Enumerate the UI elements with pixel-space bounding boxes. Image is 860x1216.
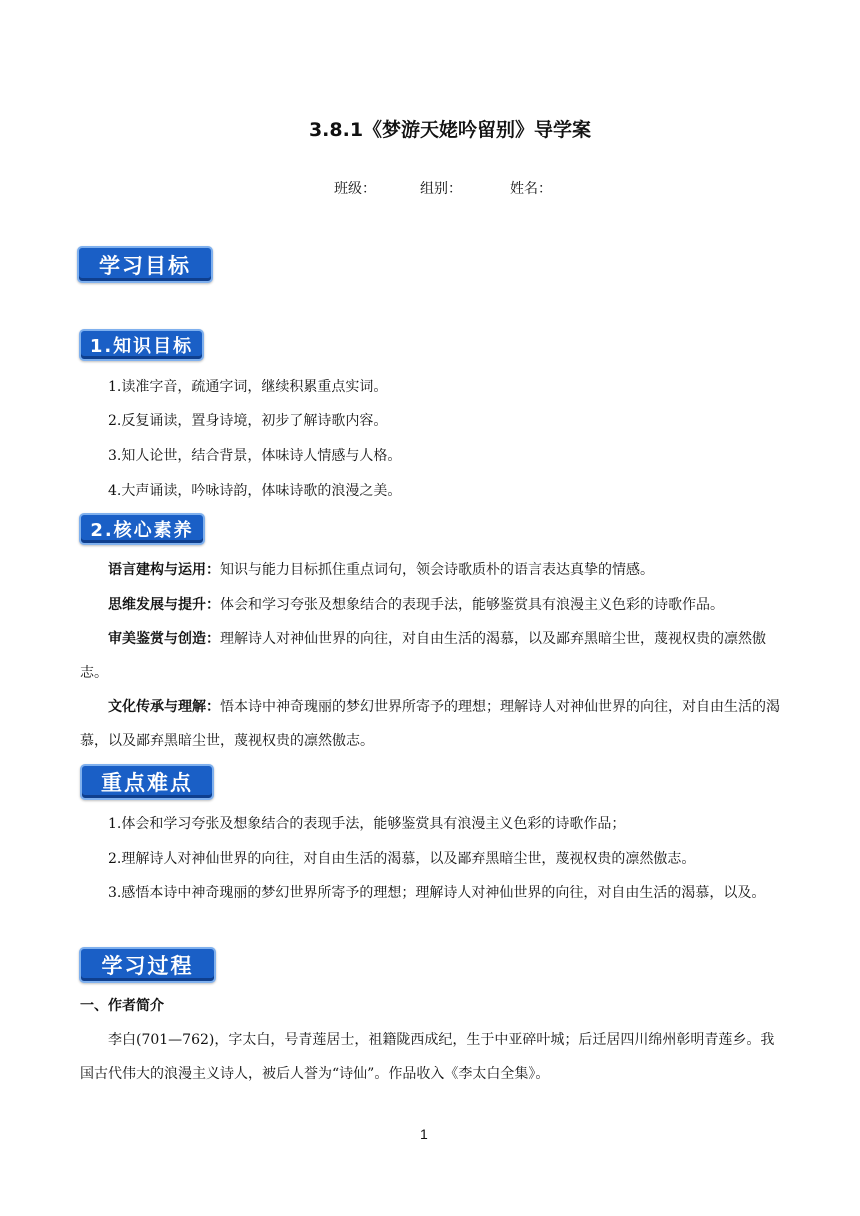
- literacy-text: 悟本诗中神奇瑰丽的梦幻世界所寄予的理想；理解诗人对神仙世界的向往，对自由生活的渴慕，以及鄙弃黑暗尘世，蔑视权贵的凛然傲志。: [80, 699, 780, 749]
- author-heading: 一、作者简介: [80, 998, 164, 1014]
- literacy-label: 文化传承与理解：: [108, 699, 220, 715]
- literacy-label: 审美鉴赏与创造：: [108, 631, 220, 647]
- literacy-text: 体会和学习夸张及想象结合的表现手法，能够鉴赏具有浪漫主义色彩的诗歌作品。: [220, 597, 724, 613]
- author-paragraph: 李白(701—762)，字太白，号青莲居士，祖籍陇西成纪，生于中亚碎叶城；后迁居四川绵州彰明青莲乡。我国古代伟大的浪漫主义诗人，被后人誉为“诗仙”。作品收入《李太白全集》。: [80, 1032, 775, 1082]
- literacy-label: 语言建构与运用：: [108, 562, 220, 578]
- key-point-item: 3.感悟本诗中神奇瑰丽的梦幻世界所寄予的理想；理解诗人对神仙世界的向往，对自由生活的渴慕，以及。: [108, 885, 766, 901]
- page-number: 1: [420, 1126, 428, 1142]
- key-points-badge: 重点难点: [80, 764, 214, 800]
- knowledge-item: 4.大声诵读，吟咏诗韵，体味诗歌的浪漫之美。: [108, 483, 402, 499]
- knowledge-item: 3.知人论世，结合背景，体味诗人情感与人格。: [108, 448, 402, 464]
- document-title: 3.8.1《梦游天姥吟留别》导学案: [308, 119, 592, 141]
- knowledge-item: 1.读准字音，疏通字词，继续积累重点实词。: [108, 379, 388, 395]
- learning-process-badge: 学习过程: [79, 947, 216, 983]
- literacy-item: [80, 690, 785, 758]
- literacy-label: 思维发展与提升：: [108, 597, 220, 613]
- literacy-item: [80, 596, 785, 614]
- core-literacy-badge: 2.核心素养: [79, 513, 205, 545]
- key-point-item: 1.体会和学习夸张及想象结合的表现手法，能够鉴赏具有浪漫主义色彩的诗歌作品；: [108, 816, 626, 832]
- knowledge-item: 2.反复诵读，置身诗境，初步了解诗歌内容。: [108, 413, 388, 429]
- literacy-item: [80, 622, 785, 690]
- key-point-item: 2.理解诗人对神仙世界的向往，对自由生活的渴慕，以及鄙弃黑暗尘世，蔑视权贵的凛然傲志。: [108, 851, 696, 867]
- class-label: 班级：: [334, 181, 376, 197]
- literacy-item: [80, 561, 785, 579]
- literacy-text: 知识与能力目标抓住重点词句，领会诗歌质朴的语言表达真挚的情感。: [220, 562, 654, 578]
- literacy-text: 理解诗人对神仙世界的向往，对自由生活的渴慕，以及鄙弃黑暗尘世，蔑视权贵的凛然傲志。: [80, 631, 766, 681]
- name-label: 姓名：: [510, 181, 552, 197]
- knowledge-goals-badge: 1.知识目标: [79, 329, 204, 361]
- learning-goals-badge: 学习目标: [77, 246, 213, 283]
- group-label: 组别：: [420, 181, 462, 197]
